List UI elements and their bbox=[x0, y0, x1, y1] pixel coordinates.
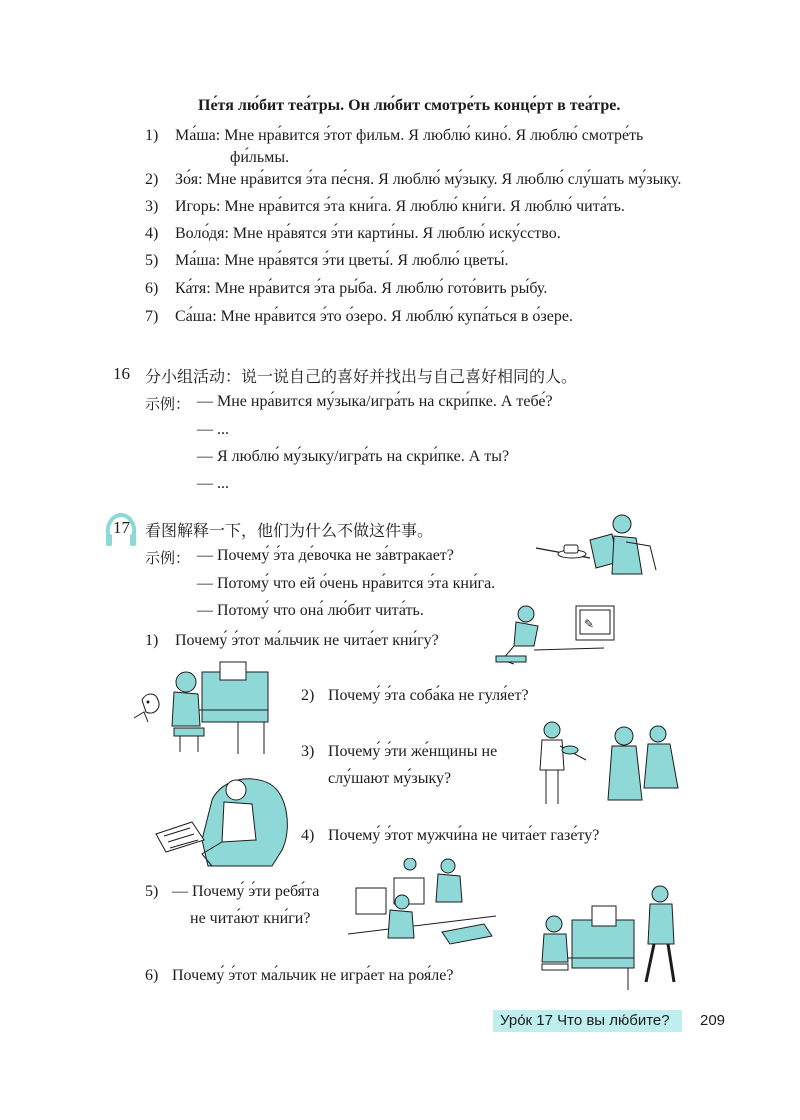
question-number: 3) bbox=[301, 743, 315, 760]
question-text: Почему́ э́тот ма́льчик не игра́ет на роя́ле? bbox=[172, 967, 454, 984]
example-label: 示例： bbox=[145, 549, 191, 567]
intro-sentence: Пе́тя лю́бит теа́тры. Он лю́бит смотре́ть конце́рт в теа́тре. bbox=[198, 97, 621, 114]
dialog-line: — Мне нра́вится му́зыка/игра́ть на скри́пке. А тебе́? bbox=[197, 393, 553, 410]
question-text: — Почему́ э́ти ребя́та bbox=[172, 883, 320, 900]
list-item-continuation: фи́льмы. bbox=[230, 149, 290, 166]
example-label: 示例： bbox=[145, 395, 191, 413]
list-item-number: 7) bbox=[145, 308, 159, 325]
boy-computer-illustration bbox=[494, 600, 624, 672]
example-line: — Потому́ что она́ лю́бит чита́ть. bbox=[197, 602, 424, 619]
man-armchair-illustration bbox=[152, 770, 302, 874]
exercise-instruction: 分小组活动：说一说自己的喜好并找出与自己喜好相同的人。 bbox=[145, 367, 578, 386]
dialog-line: — Я люблю́ му́зыку/игра́ть на скри́пке. А ты? bbox=[197, 448, 510, 465]
girl-piano-dog-illustration bbox=[128, 660, 276, 756]
page-number: 209 bbox=[700, 1012, 726, 1029]
list-item-number: 1) bbox=[145, 127, 159, 144]
kids-computers-illustration bbox=[346, 858, 506, 950]
question-number: 4) bbox=[301, 827, 315, 844]
question-text: Почему́ э́та соба́ка не гуля́ет? bbox=[328, 687, 529, 704]
question-text-continuation: не чита́ют кни́ги? bbox=[190, 910, 311, 927]
question-number: 6) bbox=[145, 967, 159, 984]
girl-reading-illustration bbox=[532, 512, 662, 580]
list-item: Воло́дя: Мне нра́вятся э́ти карти́ны. Я люблю́ иску́сство. bbox=[175, 225, 561, 242]
exercise-number: 16 bbox=[113, 364, 130, 383]
question-text: Почему́ э́тот мужчи́на не чита́ет газе́ту? bbox=[328, 827, 600, 844]
list-item-number: 6) bbox=[145, 280, 159, 297]
list-item: Игорь: Мне нра́вится э́та кни́га. Я люблю́ кни́ги. Я люблю́ чита́ть. bbox=[175, 198, 625, 215]
dialog-line: — ... bbox=[197, 421, 229, 438]
svg-text:✎: ✎ bbox=[584, 617, 595, 631]
list-item-number: 2) bbox=[145, 171, 159, 188]
list-item: Ка́тя: Мне нра́вится э́та ры́ба. Я люблю́ гото́вить ры́бу. bbox=[175, 280, 548, 297]
exercise-number: 17 bbox=[113, 518, 130, 537]
question-number: 1) bbox=[145, 632, 159, 649]
question-number: 5) bbox=[145, 883, 159, 900]
list-item: Са́ша: Мне нра́вится э́то о́зеро. Я люблю́ купа́ться в о́зере. bbox=[175, 308, 573, 325]
dialog-line: — ... bbox=[197, 475, 229, 492]
boy-piano-illustration bbox=[538, 884, 688, 992]
list-item: Ма́ша: Мне нра́вятся э́ти цветы́. Я люблю́ цветы́. bbox=[175, 252, 509, 269]
question-text: Почему́ э́тот ма́льчик не чита́ет кни́гу? bbox=[175, 632, 439, 649]
exercise-instruction: 看图解释一下，他们为什么不做这件事。 bbox=[145, 521, 434, 540]
example-line: — Потому́ что ей о́чень нра́вится э́та кни́га. bbox=[197, 575, 496, 592]
question-text: Почему́ э́ти же́нщины не bbox=[328, 743, 498, 760]
list-item: Ма́ша: Мне нра́вится э́тот фильм. Я люблю́ кино́. Я люблю́ смотре́ть bbox=[175, 127, 644, 144]
list-item-number: 4) bbox=[145, 225, 159, 242]
list-item-number: 3) bbox=[145, 198, 159, 215]
violinist-women-illustration bbox=[530, 718, 690, 808]
question-number: 2) bbox=[301, 687, 315, 704]
footer-lesson-title: Уро́к 17 Что вы лю́бите? bbox=[500, 1012, 670, 1029]
question-text-continuation: слу́шают му́зыку? bbox=[328, 770, 452, 787]
list-item: Зо́я: Мне нра́вится э́та пе́сня. Я люблю́ му́зыку. Я люблю́ слу́шать му́зыку. bbox=[175, 171, 682, 188]
example-line: — Почему́ э́та де́вочка не за́втракает? bbox=[197, 547, 454, 564]
list-item-number: 5) bbox=[145, 252, 159, 269]
